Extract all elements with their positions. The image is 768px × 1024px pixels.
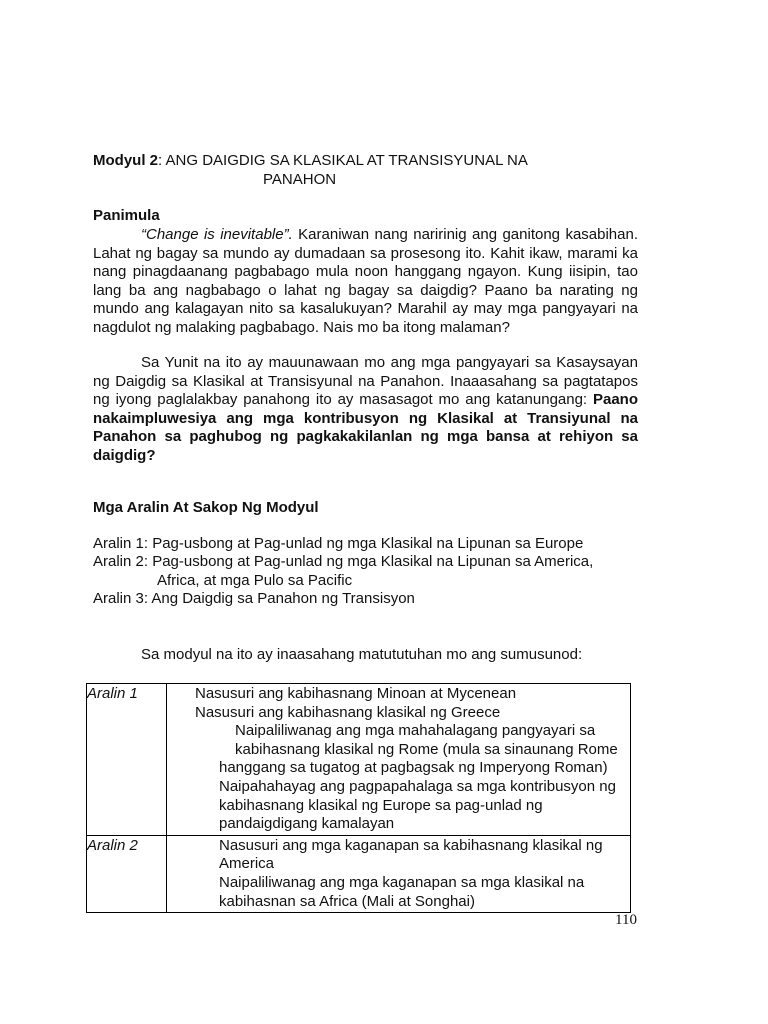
lesson-2: Aralin 2: Pag-usbong at Pag-unlad ng mga Klasikal na Lipunan sa America,: [93, 553, 594, 571]
intro-paragraph-1: [93, 226, 638, 338]
table-row: [87, 684, 631, 836]
objective-line: America: [219, 855, 275, 873]
objective-line: Nasusuri ang kabihasnang klasikal ng Greece: [195, 703, 501, 721]
table-row: [87, 835, 631, 912]
objective-line: Nasusuri ang kabihasnang Minoan at Mycenean: [195, 685, 517, 702]
row-label: Aralin 1: [87, 685, 138, 702]
objective-line: hanggang sa tugatog at pagbagsak ng Imperyong Roman): [219, 759, 608, 777]
objective-line: Naipaliliwanag ang mga mahahalagang pangyayari sa: [235, 722, 596, 740]
intro-paragraph-2-text: Sa Yunit na ito ay mauunawaan mo ang mga pangyayari sa Kasaysayan ng Daigdig sa Klasikal at Transisyunal na Panahon. Inaaasahang sa pagtatapos ng iyong paglalakbay panahong ito ay masasagot mo ang katanungang:: [93, 354, 638, 409]
objective-line: kabihasnan sa Africa (Mali at Songhai): [219, 892, 475, 910]
lesson-2-continued: Africa, at mga Pulo sa Pacific: [157, 571, 353, 589]
intro-paragraph-2: [93, 354, 638, 466]
intro-quote: “Change is inevitable”.: [141, 226, 293, 243]
row-label: Aralin 2: [87, 836, 138, 854]
objectives-cell: [167, 835, 631, 912]
module-title-text: : ANG DAIGDIG SA KLASIKAL AT TRANSISYUNAL NA: [158, 152, 528, 169]
row-label-cell: [87, 684, 167, 836]
module-title: [93, 152, 638, 170]
module-title-continued: PANAHON: [263, 171, 337, 188]
lesson-1: Aralin 1: Pag-usbong at Pag-unlad ng mga Klasikal na Lipunan sa Europe: [93, 535, 584, 552]
objective-line: Naipahahayag ang pagpapahalaga sa mga kontribusyon ng: [219, 777, 616, 795]
objectives-cell: [167, 684, 631, 836]
row-label-cell: [87, 835, 167, 912]
lessons-list: [93, 535, 593, 609]
objective-line: kabihasnang klasikal ng Europe sa pag-unlad ng: [219, 796, 543, 814]
objective-line: Naipaliliwanag ang mga kaganapan sa mga klasikal na: [219, 873, 585, 891]
lessons-heading: Mga Aralin At Sakop Ng Modyul: [93, 499, 319, 516]
lesson-3: Aralin 3: Ang Daigdig sa Panahon ng Transisyon: [93, 590, 415, 608]
objective-line: kabihasnang klasikal ng Rome (mula sa sinaunang Rome: [235, 740, 618, 758]
objectives-table: [86, 683, 631, 913]
intro-paragraph-1-text: Karaniwan nang naririnig ang ganitong kasabihan. Lahat ng bagay sa mundo ay dumadaan sa prosesong ito. Kahit ikaw, marami ka nang pinagdaanang pagbabago mula noon hanggang ngayon. Kung iisipin, tao lang ba ang nagbabago o lahat ng bagay sa daigdig? Paano ba narating ng mundo ang kalagayan nito sa kasalukuyan? Marahil ay may mga pangyayari na nagdulot ng malaking pagbabago. Nais mo ba itong malaman?: [93, 226, 638, 336]
expectations-intro: Sa modyul na ito ay inaasahang matututuhan mo ang sumusunod:: [141, 646, 583, 663]
intro-heading: Panimula: [93, 207, 160, 224]
key-question: Paano nakaimpluwesiya ang mga kontribusyon ng Klasikal at Transiyunal na Panahon sa paghubog ng pagkakakilanlan ng mga bansa at rehiyon sa daigdig?: [93, 391, 638, 464]
page-number: 110: [615, 912, 637, 928]
objective-line: pandaigdigang kamalayan: [219, 815, 395, 833]
document-page: [87, 0, 638, 1024]
objective-line: Nasusuri ang mga kaganapan sa kabihasnang klasikal ng: [219, 836, 603, 854]
module-label: Modyul 2: [93, 152, 159, 169]
